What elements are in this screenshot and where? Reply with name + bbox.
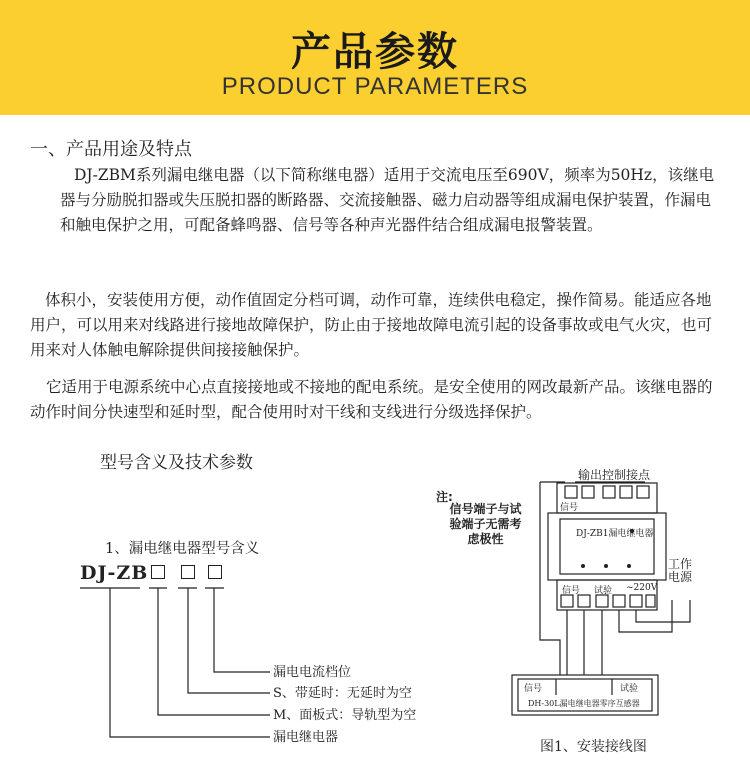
legend-item: M、面板式：导轨型为空 <box>273 708 417 723</box>
legend-item: S、带延时：无延时为空 <box>273 686 412 701</box>
ct-name: DH-30L漏电继电器零序互感器 <box>528 699 640 708</box>
legend-item: 漏电继电器 <box>273 730 339 745</box>
paragraph-3: 它适用于电源系统中心点直接接地或不接地的配电系统。是安全使用的网改最新产品。该继电器的动作时间分快速型和延时型，配合使用时对干线和支线进行分级选择保护。 <box>30 378 713 421</box>
note-text: 信号端子与试验端子无需考虑极性 <box>449 502 522 546</box>
section-heading-usage: 一、产品用途及特点 <box>30 139 192 160</box>
relay-bottom-label: 信号 <box>562 586 581 596</box>
model-code: DJ-ZB <box>80 562 149 584</box>
page-title: 产品参数 <box>291 29 459 75</box>
relay-bottom-label: ~220V <box>626 583 658 593</box>
note-label: 注: <box>436 490 453 504</box>
power-label <box>668 558 698 584</box>
legend-item: 漏电电流档位 <box>273 665 352 680</box>
diagram-caption: 图1、安装接线图 <box>540 739 647 755</box>
relay-bottom-label: 试验 <box>594 586 613 596</box>
power-label-2: 电源 <box>668 570 693 584</box>
relay-top-label: 信号 <box>560 503 579 513</box>
model-meaning-title: 1、漏电继电器型号含义 <box>105 541 260 557</box>
relay-name: DJ-ZB1漏电继电器 <box>576 529 654 539</box>
section-heading-model: 型号含义及技术参数 <box>100 453 253 473</box>
paragraph-1: DJ-ZBM系列漏电继电器（以下简称继电器）适用于交流电压至690V，频率为50Hz，该继电器与分励脱扣器或失压脱扣器的断路器、交流接触器、磁力启动器等组成漏电保护装置，作漏电和触电保护之用，可配备蜂鸣器、信号等各种声光器件结合组成漏电报警装置。 <box>60 166 715 234</box>
page-subtitle: PRODUCT PARAMETERS <box>221 73 529 100</box>
power-label-1: 工作 <box>668 557 693 571</box>
diagram-top-label: 输出控制接点 <box>578 468 651 482</box>
ct-right-label: 试验 <box>620 684 639 694</box>
paragraph-2: 体积小，安装使用方便，动作值固定分档可调，动作可靠，连续供电稳定，操作简易。能适应各地用户，可以用来对线路进行接地故障保护，防止由于接地故障电流引起的设备事故或电气火灾，也可用来对人体触电解除提供间接接触保护。 <box>30 291 713 359</box>
ct-left-label: 信号 <box>524 684 543 694</box>
